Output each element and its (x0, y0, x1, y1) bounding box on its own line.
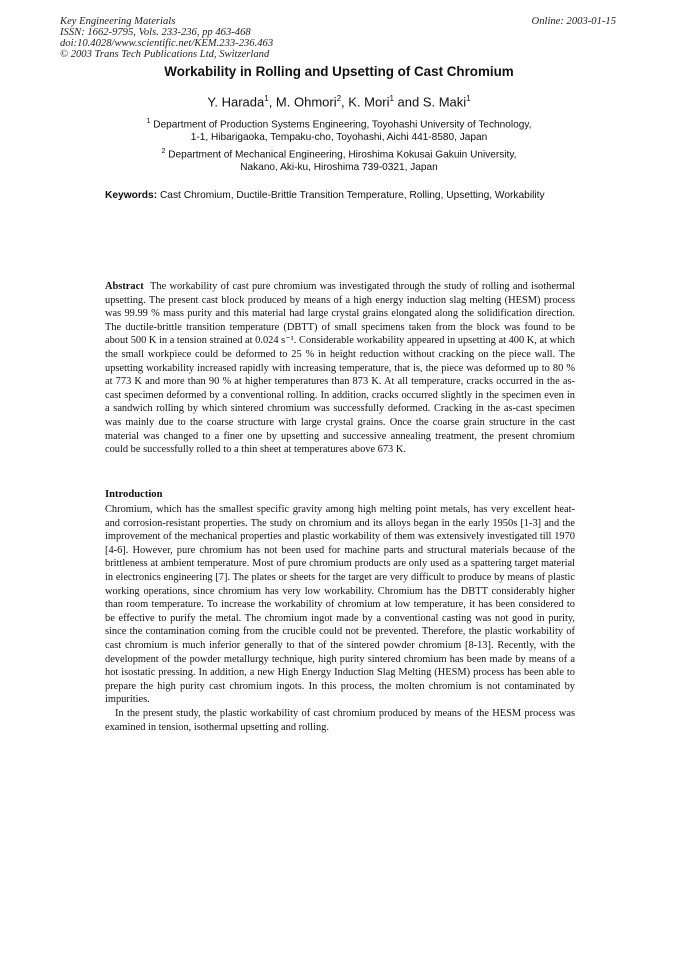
affiliation-1 (0, 115, 678, 144)
keywords-label: Keywords: (105, 190, 158, 201)
affiliation-line: Department of Mechanical Engineering, Hiroshima Kokusai Gakuin University, (168, 149, 517, 161)
affiliation-number: 1 (146, 118, 151, 125)
paragraph: Chromium, which has the smallest specific gravity among high melting point metals, has very excellent heat- and corrosion-resistant properties. The study on chromium and its alloys began in the early 1950s [1-3] and the improvement of the mechanical properties and plastic workability of them was extensively investigated till 1970 [4-6]. However, pure chromium has not been used for machine parts and structural materials because of the brittleness at ambient temperature. Most of pure chromium products are only used as a spattering target material in electronics engineering [7]. The plates or sheets for the target are very difficult to produce by means of plastic working operations, since chromium has very low workability. Chromium has the DBTT considerably higher than room temperature. To increase the workability of chromium at low temperature, it has been considered to be effective to purify the metal. The chromium ingot made by a conventional casting was not good in purity, since the contamination coming from the crucible could not be prevented. Therefore, the plastic workability of cast chromium is much inferior generally to that of the sintered powder chromium [8-13]. Recently, with the development of the powder metallurgy technique, high purity sintered chromium has been made by means of a hot isostatic pressing. In addition, a new High Energy Induction Slag Melting (HESM) process has been able to prepare the high purity cast chromium ingots. In this process, the molten chromium is not contaminated by impurities. (105, 504, 575, 706)
online-date: Online: 2003-01-15 (531, 16, 616, 27)
affiliation-2 (0, 145, 678, 174)
paper-title: Workability in Rolling and Upsetting of Cast Chromium (164, 64, 514, 79)
section-heading-introduction: Introduction (105, 489, 163, 500)
keywords-list: Cast Chromium, Ductile-Brittle Transition Temperature, Rolling, Upsetting, Workability (159, 190, 545, 201)
author-conjunction: and (393, 94, 423, 110)
abstract-label: Abstract (105, 281, 144, 292)
abstract (105, 280, 575, 457)
affiliation-line: Nakano, Aki-ku, Hiroshima 739-0321, Japan (240, 162, 438, 174)
author-affiliation-mark: 1 (264, 94, 269, 103)
abstract-text: The workability of cast pure chromium was investigated through the study of rolling and isothermal upsetting. The present cast block produced by means of a high energy induction slag melting (HESM) process was 99.99 % mass purity and this material had large crystal grains elongated along the solidification direction. The ductile-brittle transition temperature (DBTT) of small specimens taken from the block was found to be about 500 K in a tension strained at 0.024 s⁻¹. Considerable workability appeared in upsetting at 400 K, at which the small workpiece could be deformed to 25 % in height reduction without cracking on the piece wall. The upsetting workability increased rapidly with increasing temperature, that is, the piece was deformed up to 80 % at 773 K and more than 90 % at higher temperatures than 873 K. At all temperature, cracks occurred in the as-cast specimen deformed by a conventional rolling. In addition, cracks occurred slightly in the specimen even in a sandwich rolling by which sintered chromium was successfully deformed. Cracking in the as-cast specimen was mainly due to the coarse structure with large crystal grains. Once the coarse grain structure in the cast material was changed to a finer one by upsetting and successive annealing treatment, the present chromium could be successfully rolled to a thin sheet at temperatures above 673 K. (105, 281, 575, 456)
journal-header (60, 16, 273, 60)
affiliation-line: 1-1, Hibarigaoka, Tempaku-cho, Toyohashi, Aichi 441-8580, Japan (190, 132, 488, 144)
journal-name: Key Engineering Materials (60, 16, 176, 27)
keywords (105, 190, 585, 201)
affiliation-number: 2 (161, 148, 166, 155)
author-affiliation-mark: 2 (336, 94, 342, 103)
author-name: S. Maki (422, 94, 467, 110)
author-list (0, 94, 678, 109)
author-name: K. Mori (348, 94, 390, 110)
author-separator: , (268, 94, 276, 110)
affiliation-line: Department of Production Systems Engineering, Toyohashi University of Technology, (153, 119, 532, 131)
author-name: Y. Harada (207, 94, 265, 110)
author-affiliation-mark: 1 (466, 94, 471, 103)
journal-issn: ISSN: 1662-9795, Vols. 233-236, pp 463-468 (60, 27, 251, 38)
author-affiliation-mark: 1 (389, 94, 394, 103)
author-separator: , (341, 94, 349, 110)
journal-doi[interactable]: doi:10.4028/www.scientific.net/KEM.233-236.463 (60, 38, 274, 49)
introduction-body (105, 503, 575, 734)
journal-copyright: © 2003 Trans Tech Publications Ltd, Switzerland (60, 49, 270, 60)
author-name: M. Ohmori (275, 94, 337, 110)
paragraph: In the present study, the plastic workability of cast chromium produced by means of the HESM process was examined in tension, isothermal upsetting and rolling. (105, 707, 575, 733)
